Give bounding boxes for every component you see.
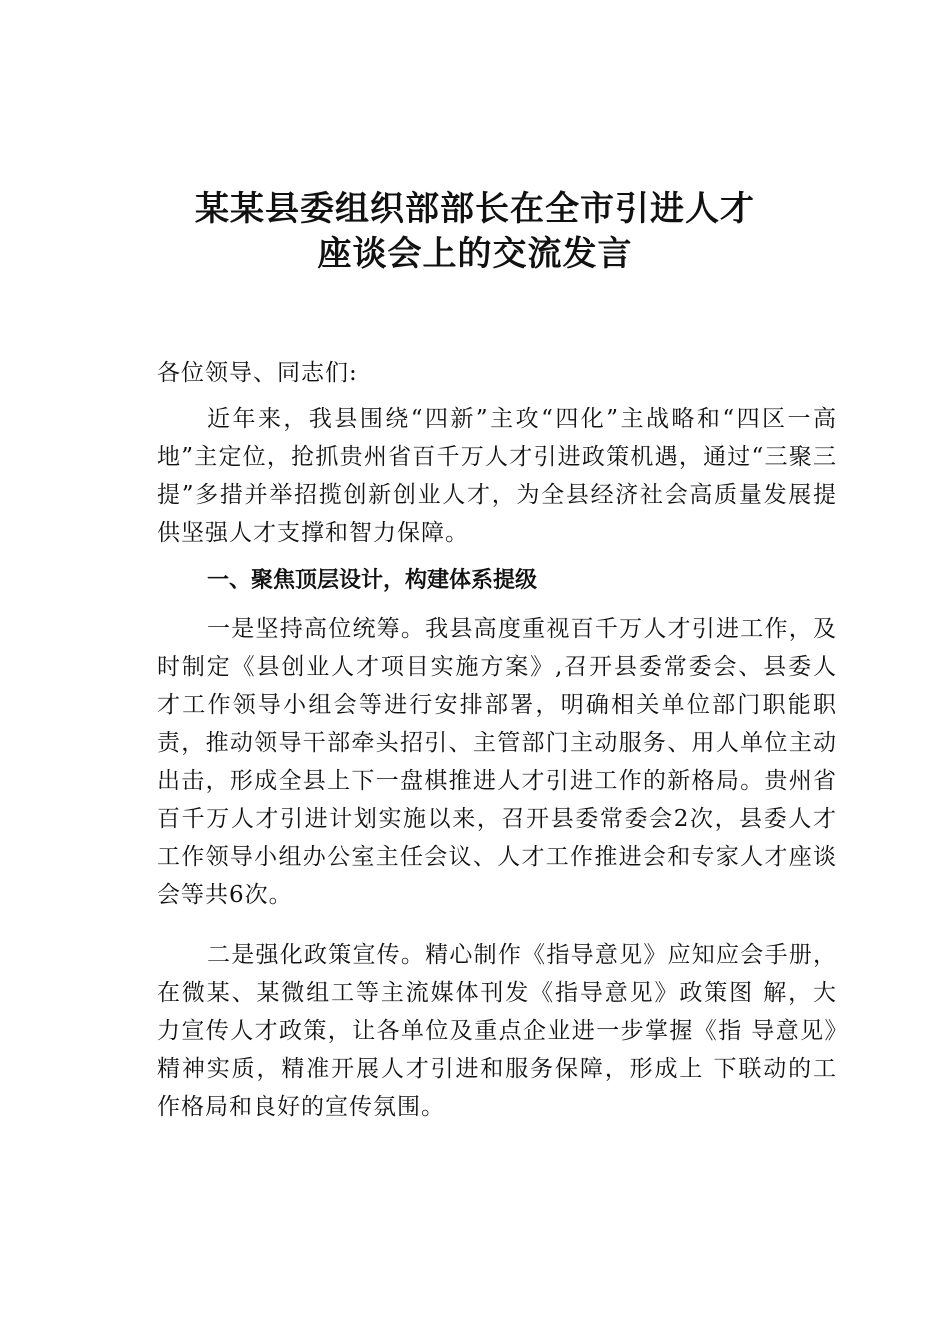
document-title-line-1: 某某县委组织部部长在全市引进人才: [195, 189, 755, 229]
body-paragraph-1: 一是坚持高位统筹。我县高度重视百千万人才引进工作，及时制定《县创业人才项目实施方案》,召开县委常委会、县委人才工作领导小组会等进行安排部署，明确相关单位部门职能职责，推动领导干部牵头招引、主管部门主动服务、用人单位主动出击，形成全县上下一盘棋推进人才引进工作的新格局。贵州省百千万人才引进计划实施以来，召开县委常委会2次，县委人才工作领导小组办公室主任会议、人才工作推进会和专家人才座谈会等共6次。: [157, 616, 837, 908]
body-paragraph-2: 二是强化政策宣传。精心制作《指导意见》应知应会手册，在微某、某微组工等主流媒体刊发《指导意见》政策图 解，大力宣传人才政策，让各单位及重点企业进一步掌握《指 导意见》精神实质，精准开展人才引进和服务保障，形成上 下联动的工作格局和良好的宣传氛围。: [157, 942, 837, 1120]
section-heading-1: 一、聚焦顶层设计，构建体系提级: [207, 568, 538, 593]
greeting: 各位领导、同志们:: [157, 360, 358, 386]
document-title-line-2: 座谈会上的交流发言: [317, 234, 633, 274]
intro-paragraph: 近年来，我县围绕“四新”主攻“四化”主战略和“四区一高地”主定位，抢抓贵州省百千万人才引进政策机遇，通过“三聚三提”多措并举招揽创新创业人才，为全县经济社会高质量发展提供坚强人才支撑和智力保障。: [157, 406, 837, 546]
